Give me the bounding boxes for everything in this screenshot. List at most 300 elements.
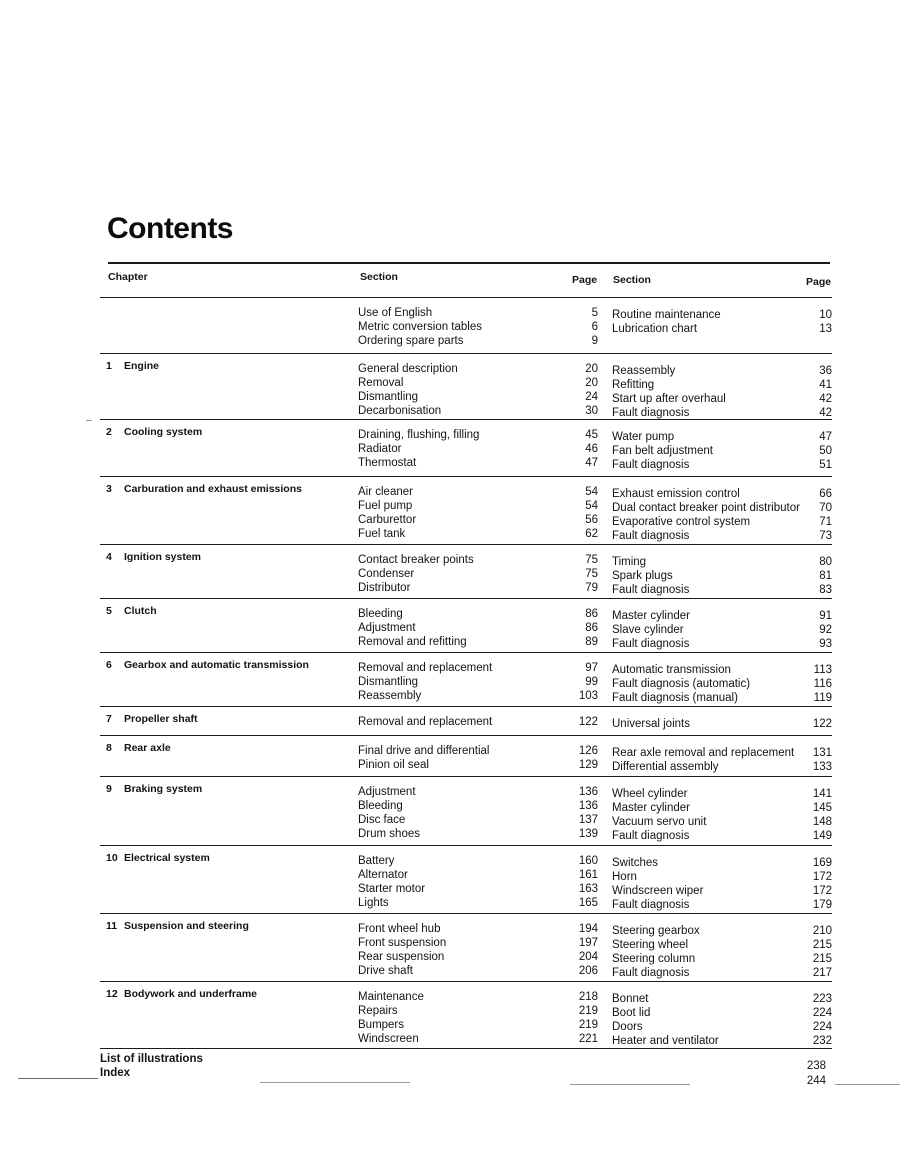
chapter-name: Carburation and exhaust emissions <box>124 483 302 495</box>
section-list-right <box>612 308 832 336</box>
section-list-left <box>358 744 598 772</box>
chapter-row <box>100 913 832 981</box>
section-title: Steering wheel <box>612 939 689 951</box>
page-number: 165 <box>578 897 598 909</box>
section-entry <box>358 882 598 896</box>
page-number: 91 <box>819 610 832 622</box>
section-title: Dismantling <box>358 676 419 688</box>
section-list-right <box>612 787 832 843</box>
chapter-title <box>106 426 202 438</box>
section-title: Metric conversion tables <box>358 321 482 333</box>
section-entry <box>612 569 832 583</box>
page-number: 42 <box>819 407 832 419</box>
page-number: 66 <box>819 488 832 500</box>
section-title: Adjustment <box>358 622 416 634</box>
section-column-header-left: Section <box>360 271 398 283</box>
page-number: 119 <box>813 692 832 704</box>
section-title: Drive shaft <box>358 965 413 977</box>
page-number: 70 <box>819 502 832 514</box>
section-entry <box>358 936 598 950</box>
section-entry <box>358 306 598 320</box>
section-title: Contact breaker points <box>358 554 474 566</box>
section-list-left <box>358 922 598 978</box>
section-title: Lubrication chart <box>612 323 698 335</box>
section-title: Fuel tank <box>358 528 406 540</box>
section-entry <box>358 1018 598 1032</box>
chapter-title <box>106 742 171 754</box>
section-title: Slave cylinder <box>612 624 684 636</box>
section-entry <box>612 1020 832 1034</box>
page-number: 5 <box>591 307 598 319</box>
section-entry <box>612 529 832 543</box>
section-entry <box>358 661 598 675</box>
section-list-right <box>612 487 832 543</box>
page-number: 46 <box>585 443 598 455</box>
section-entry <box>612 430 832 444</box>
section-entry <box>358 390 598 404</box>
section-title: General description <box>358 363 458 375</box>
section-entry <box>358 868 598 882</box>
page-number: 126 <box>578 745 598 757</box>
section-entry <box>612 952 832 966</box>
section-entry <box>612 898 832 912</box>
page-number: 42 <box>819 393 832 405</box>
section-title: Air cleaner <box>358 486 413 498</box>
section-title: Fault diagnosis (manual) <box>612 692 738 704</box>
chapter-name: Propeller shaft <box>124 713 198 725</box>
section-title: Front wheel hub <box>358 923 441 935</box>
section-title: Fault diagnosis <box>612 407 690 419</box>
section-entry <box>358 1004 598 1018</box>
section-title: Bleeding <box>358 608 403 620</box>
section-title: Switches <box>612 857 659 869</box>
chapter-row <box>100 419 832 476</box>
section-title: Distributor <box>358 582 411 594</box>
chapter-number: 5 <box>106 605 112 617</box>
section-entry <box>358 635 598 649</box>
section-list-left <box>358 715 598 729</box>
chapter-number: 10 <box>106 852 118 864</box>
page-number: 71 <box>819 516 832 528</box>
section-entry <box>612 815 832 829</box>
section-list-right <box>612 364 832 420</box>
section-title: Maintenance <box>358 991 424 1003</box>
section-entry <box>612 870 832 884</box>
section-title: Use of English <box>358 307 433 319</box>
section-entry <box>358 1032 598 1046</box>
section-title: Thermostat <box>358 457 417 469</box>
section-entry <box>358 950 598 964</box>
section-list-left <box>358 362 598 418</box>
page-number: 169 <box>812 857 832 869</box>
chapter-number: 4 <box>106 551 112 563</box>
section-title: Water pump <box>612 431 675 443</box>
section-entry <box>612 938 832 952</box>
page-number: 223 <box>812 993 832 1005</box>
section-title: Fault diagnosis <box>612 530 690 542</box>
page-number: 194 <box>578 923 598 935</box>
page-column-header-right: Page <box>806 276 832 288</box>
section-entry <box>612 583 832 597</box>
section-title: Drum shoes <box>358 828 420 840</box>
section-title: Removal <box>358 377 404 389</box>
page-number: 54 <box>585 500 598 512</box>
section-list-left <box>358 485 598 541</box>
section-entry <box>612 829 832 843</box>
scan-artifact <box>260 1082 410 1083</box>
page-number: 93 <box>819 638 832 650</box>
section-list-left <box>358 990 598 1046</box>
section-title: Spark plugs <box>612 570 673 582</box>
page-number: 6 <box>591 321 598 333</box>
page-number: 172 <box>812 871 832 883</box>
section-list-left <box>358 553 598 595</box>
section-title: Removal and replacement <box>358 716 493 728</box>
section-title: Removal and replacement <box>358 662 493 674</box>
page-number: 149 <box>812 830 832 842</box>
section-entry <box>612 378 832 392</box>
chapter-number: 2 <box>106 426 112 438</box>
page-number: 83 <box>819 584 832 596</box>
section-entry <box>612 392 832 406</box>
chapter-name: Gearbox and automatic transmission <box>124 659 309 671</box>
chapter-title <box>106 605 157 617</box>
page-number: 20 <box>585 377 598 389</box>
section-entry <box>358 334 598 348</box>
section-title: Dual contact breaker point distributor <box>612 502 800 514</box>
page-number: 218 <box>578 991 598 1003</box>
scan-artifact <box>835 1084 900 1085</box>
page-number: 10 <box>819 309 832 321</box>
contents-tail <box>100 1048 832 1087</box>
section-entry <box>358 607 598 621</box>
section-entry <box>358 404 598 418</box>
section-title: Lights <box>358 897 389 909</box>
page-number: 116 <box>813 678 832 690</box>
section-list-right <box>612 717 832 731</box>
chapter-number: 9 <box>106 783 112 795</box>
section-entry <box>612 787 832 801</box>
chapter-name: Ignition system <box>124 551 202 563</box>
chapter-title <box>106 783 202 795</box>
page-number: 145 <box>812 802 832 814</box>
page-number: 24 <box>585 391 598 403</box>
page-number: 179 <box>812 899 832 911</box>
section-entry <box>358 758 598 772</box>
section-entry <box>612 677 832 691</box>
page-number: 20 <box>585 363 598 375</box>
chapter-row <box>100 297 832 353</box>
page-number: 97 <box>585 662 598 674</box>
page-number: 54 <box>585 486 598 498</box>
section-entry <box>612 856 832 870</box>
chapter-number: 3 <box>106 483 112 495</box>
section-entry <box>612 308 832 322</box>
section-title: Repairs <box>358 1005 398 1017</box>
section-title: Fuel pump <box>358 500 413 512</box>
section-entry <box>358 813 598 827</box>
section-list-left <box>358 661 598 703</box>
chapter-number: 8 <box>106 742 112 754</box>
page-number: 51 <box>819 459 832 471</box>
chapter-row <box>100 476 832 544</box>
page-number: 161 <box>578 869 598 881</box>
chapter-number: 6 <box>106 659 112 671</box>
page-number: 215 <box>812 953 832 965</box>
section-title: Pinion oil seal <box>358 759 429 771</box>
page-number: 232 <box>812 1035 832 1047</box>
page-number: 219 <box>578 1019 598 1031</box>
page-number: 45 <box>585 429 598 441</box>
section-title: Vacuum servo unit <box>612 816 707 828</box>
section-title: Reassembly <box>612 365 676 377</box>
section-list-right <box>612 992 832 1048</box>
section-title: Draining, flushing, filling <box>358 429 480 441</box>
section-entry <box>612 555 832 569</box>
chapter-row <box>100 776 832 845</box>
section-entry <box>358 744 598 758</box>
section-list-left <box>358 785 598 841</box>
section-title: Fault diagnosis <box>612 830 690 842</box>
page-number: 36 <box>819 365 832 377</box>
chapter-title <box>106 920 249 932</box>
section-list-right <box>612 555 832 597</box>
chapter-title <box>106 360 159 372</box>
section-title: Boot lid <box>612 1007 651 1019</box>
section-title: Steering gearbox <box>612 925 700 937</box>
scan-artifact <box>18 1078 98 1079</box>
section-title: Bleeding <box>358 800 403 812</box>
section-title: Bumpers <box>358 1019 405 1031</box>
tail-item-page: 238 <box>806 1060 826 1072</box>
section-entry <box>358 553 598 567</box>
section-entry <box>612 515 832 529</box>
section-entry <box>612 623 832 637</box>
section-entry <box>358 456 598 470</box>
section-title: Fault diagnosis (automatic) <box>612 678 751 690</box>
page-number: 9 <box>591 335 598 347</box>
section-title: Reassembly <box>358 690 422 702</box>
page-number: 160 <box>578 855 598 867</box>
section-title: Alternator <box>358 869 408 881</box>
tail-item-page: 244 <box>806 1075 826 1087</box>
page-number: 75 <box>585 568 598 580</box>
page-number: 81 <box>819 570 832 582</box>
section-entry <box>358 715 598 729</box>
section-title: Fault diagnosis <box>612 459 690 471</box>
chapter-name: Engine <box>124 360 160 372</box>
page-number: 136 <box>578 786 598 798</box>
page-number: 210 <box>812 925 832 937</box>
section-list-right <box>612 856 832 912</box>
chapter-name: Cooling system <box>124 426 203 438</box>
section-title: Final drive and differential <box>358 745 490 757</box>
section-entry <box>358 675 598 689</box>
section-entry <box>612 663 832 677</box>
section-entry <box>358 799 598 813</box>
chapter-row <box>100 735 832 776</box>
page-column-header-left: Page <box>572 274 598 286</box>
page-number: 206 <box>578 965 598 977</box>
section-entry <box>358 320 598 334</box>
page-number: 136 <box>578 800 598 812</box>
page-number: 41 <box>819 379 832 391</box>
section-title: Fault diagnosis <box>612 638 690 650</box>
section-entry <box>612 884 832 898</box>
section-entry <box>612 746 832 760</box>
chapter-name: Braking system <box>124 783 203 795</box>
section-entry <box>612 487 832 501</box>
page-number: 197 <box>578 937 598 949</box>
page-number: 103 <box>578 690 598 702</box>
section-title: Battery <box>358 855 395 867</box>
section-title: Windscreen <box>358 1033 419 1045</box>
section-title: Steering column <box>612 953 696 965</box>
page-number: 148 <box>812 816 832 828</box>
section-title: Rear axle removal and replacement <box>612 747 795 759</box>
section-entry <box>358 964 598 978</box>
section-entry <box>358 896 598 910</box>
section-entry <box>612 637 832 651</box>
page-number: 47 <box>819 431 832 443</box>
section-title: Fault diagnosis <box>612 584 690 596</box>
section-entry <box>358 513 598 527</box>
section-entry <box>358 922 598 936</box>
chapter-title <box>106 988 257 1000</box>
section-entry <box>358 442 598 456</box>
section-title: Decarbonisation <box>358 405 442 417</box>
page-number: 139 <box>578 828 598 840</box>
section-entry <box>358 499 598 513</box>
chapter-title <box>106 713 198 725</box>
page-number: 47 <box>585 457 598 469</box>
page-number: 80 <box>819 556 832 568</box>
section-entry <box>358 854 598 868</box>
section-list-left <box>358 607 598 649</box>
page-number: 224 <box>812 1007 832 1019</box>
section-column-header-right: Section <box>613 274 651 286</box>
section-entry <box>612 444 832 458</box>
page-number: 137 <box>578 814 598 826</box>
chapter-row <box>100 652 832 706</box>
section-title: Master cylinder <box>612 802 690 814</box>
section-title: Differential assembly <box>612 761 719 773</box>
section-entry <box>358 689 598 703</box>
section-title: Removal and refitting <box>358 636 467 648</box>
section-entry <box>612 609 832 623</box>
chapter-name: Electrical system <box>124 852 210 864</box>
chapter-row <box>100 845 832 913</box>
page-number: 13 <box>819 323 832 335</box>
section-title: Bonnet <box>612 993 649 1005</box>
section-entry <box>612 406 832 420</box>
section-list-right <box>612 746 832 774</box>
page-number: 122 <box>578 716 598 728</box>
section-title: Front suspension <box>358 937 447 949</box>
chapter-title <box>106 659 309 671</box>
section-entry <box>358 362 598 376</box>
page-title: Contents <box>107 212 233 245</box>
chapter-column-header: Chapter <box>108 271 148 283</box>
section-title: Starter motor <box>358 883 426 895</box>
chapter-row <box>100 706 832 735</box>
section-entry <box>358 990 598 1004</box>
chapter-row <box>100 981 832 1048</box>
tail-item-label: List of illustrations <box>100 1053 203 1065</box>
page-number: 113 <box>813 664 832 676</box>
section-title: Adjustment <box>358 786 416 798</box>
scan-artifact <box>86 420 92 421</box>
page-number: 79 <box>585 582 598 594</box>
section-entry <box>612 717 832 731</box>
chapter-name: Rear axle <box>124 742 171 754</box>
page-number: 92 <box>819 624 832 636</box>
section-entry <box>358 581 598 595</box>
section-title: Doors <box>612 1021 643 1033</box>
page-number: 62 <box>585 528 598 540</box>
section-entry <box>612 1006 832 1020</box>
section-title: Automatic transmission <box>612 664 731 676</box>
page-number: 30 <box>585 405 598 417</box>
section-entry <box>612 760 832 774</box>
section-entry <box>358 827 598 841</box>
tail-item-label: Index <box>100 1067 131 1079</box>
section-title: Timing <box>612 556 647 568</box>
page-number: 86 <box>585 622 598 634</box>
section-title: Fault diagnosis <box>612 967 690 979</box>
scan-artifact <box>570 1084 690 1085</box>
section-title: Condenser <box>358 568 415 580</box>
section-title: Master cylinder <box>612 610 690 622</box>
page-number: 89 <box>585 636 598 648</box>
section-entry <box>358 621 598 635</box>
section-title: Dismantling <box>358 391 419 403</box>
section-entry <box>358 527 598 541</box>
page-number: 75 <box>585 554 598 566</box>
section-list-left <box>358 854 598 910</box>
section-title: Horn <box>612 871 637 883</box>
section-entry <box>358 376 598 390</box>
section-title: Disc face <box>358 814 406 826</box>
page-number: 221 <box>578 1033 598 1045</box>
page-number: 172 <box>812 885 832 897</box>
section-entry <box>612 322 832 336</box>
page-number: 224 <box>812 1021 832 1033</box>
chapter-name: Bodywork and underframe <box>124 988 258 1000</box>
section-entry <box>612 501 832 515</box>
section-title: Refitting <box>612 379 655 391</box>
page-number: 141 <box>812 788 832 800</box>
section-entry <box>612 364 832 378</box>
section-entry <box>612 458 832 472</box>
chapter-number: 7 <box>106 713 112 725</box>
section-list-left <box>358 428 598 470</box>
page-number: 129 <box>578 759 598 771</box>
section-title: Rear suspension <box>358 951 445 963</box>
section-entry <box>358 428 598 442</box>
section-list-right <box>612 609 832 651</box>
chapter-title <box>106 551 201 563</box>
section-entry <box>612 691 832 705</box>
page-number: 99 <box>585 676 598 688</box>
chapter-title <box>106 483 302 495</box>
section-title: Wheel cylinder <box>612 788 688 800</box>
page-number: 122 <box>812 718 832 730</box>
section-entry <box>358 485 598 499</box>
page-number: 133 <box>812 761 832 773</box>
page-number: 50 <box>819 445 832 457</box>
page-number: 219 <box>578 1005 598 1017</box>
